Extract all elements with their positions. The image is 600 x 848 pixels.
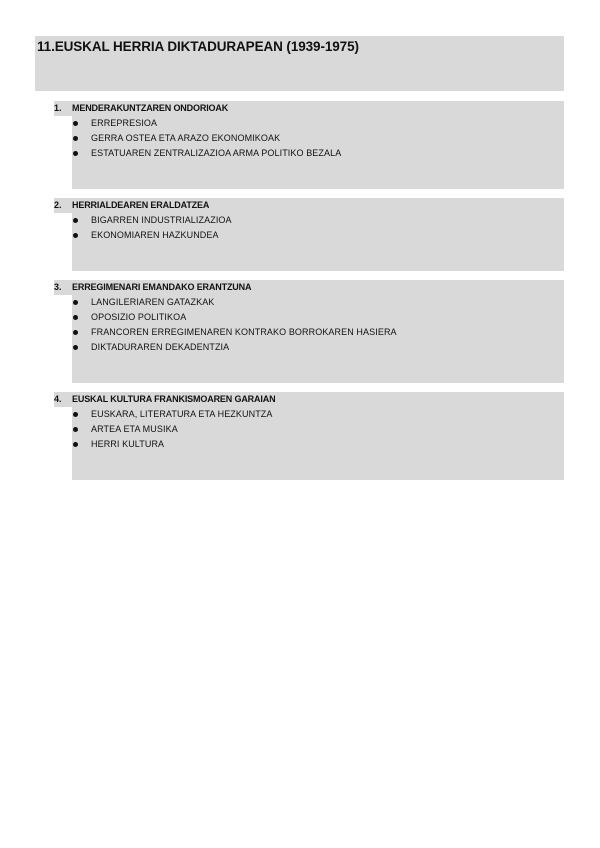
bullet-icon [73, 218, 78, 223]
list-item [72, 422, 552, 437]
list-item [72, 407, 552, 422]
bullet-icon [73, 136, 78, 141]
list-item-text: EKONOMIAREN HAZKUNDEA [91, 230, 219, 240]
bullet-icon [73, 233, 78, 238]
section-number: 3. [54, 282, 62, 292]
list-item-text: ERREPRESIOA [91, 118, 158, 128]
page-title: 11.EUSKAL HERRIA DIKTADURAPEAN (1939-1975) [37, 39, 359, 54]
section-title: MENDERAKUNTZAREN ONDORIOAK [72, 103, 229, 113]
bullet-icon [73, 151, 78, 156]
bullet-icon [73, 442, 78, 447]
list-item-text: HERRI KULTURA [91, 439, 165, 449]
section-header [54, 101, 564, 116]
section-number: 2. [54, 200, 62, 210]
section-2 [54, 198, 564, 271]
section-header [54, 280, 564, 295]
list-item [72, 295, 552, 310]
section-title: ERREGIMENARI EMANDAKO ERANTZUNA [72, 282, 252, 292]
title-block [35, 36, 564, 91]
section-header [54, 198, 564, 213]
list-item-text: ESTATUAREN ZENTRALIZAZIOA ARMA POLITIKO BEZALA [91, 148, 342, 158]
list-item-text: LANGILERIAREN GATAZKAK [91, 297, 215, 307]
bullet-icon [73, 330, 78, 335]
section-1 [54, 101, 564, 189]
list-item [72, 325, 552, 340]
bullet-icon [73, 412, 78, 417]
list-item [72, 131, 552, 146]
bullet-icon [73, 300, 78, 305]
list-item-text: OPOSIZIO POLITIKOA [91, 312, 187, 322]
bullet-icon [73, 345, 78, 350]
section-3 [54, 280, 564, 383]
list-item [72, 340, 552, 355]
bullet-icon [73, 121, 78, 126]
section-header [54, 392, 564, 407]
list-item-text: GERRA OSTEA ETA ARAZO EKONOMIKOAK [91, 133, 281, 143]
list-item [72, 146, 552, 161]
list-item-text: FRANCOREN ERREGIMENAREN KONTRAKO BORROKAREN HASIERA [91, 327, 397, 337]
section-number: 1. [54, 103, 62, 113]
list-item [72, 437, 552, 452]
section-number: 4. [54, 394, 62, 404]
bullet-icon [73, 315, 78, 320]
list-item-text: DIKTADURAREN DEKADENTZIA [91, 342, 230, 352]
list-item [72, 213, 552, 228]
section-4 [54, 392, 564, 480]
list-item-text: EUSKARA, LITERATURA ETA HEZKUNTZA [91, 409, 273, 419]
section-title: EUSKAL KULTURA FRANKISMOAREN GARAIAN [72, 394, 276, 404]
list-item [72, 116, 552, 131]
bullet-icon [73, 427, 78, 432]
list-item-text: BIGARREN INDUSTRIALIZAZIOA [91, 215, 232, 225]
list-item [72, 228, 552, 243]
list-item [72, 310, 552, 325]
section-title: HERRIALDEAREN ERALDATZEA [72, 200, 210, 210]
list-item-text: ARTEA ETA MUSIKA [91, 424, 178, 434]
